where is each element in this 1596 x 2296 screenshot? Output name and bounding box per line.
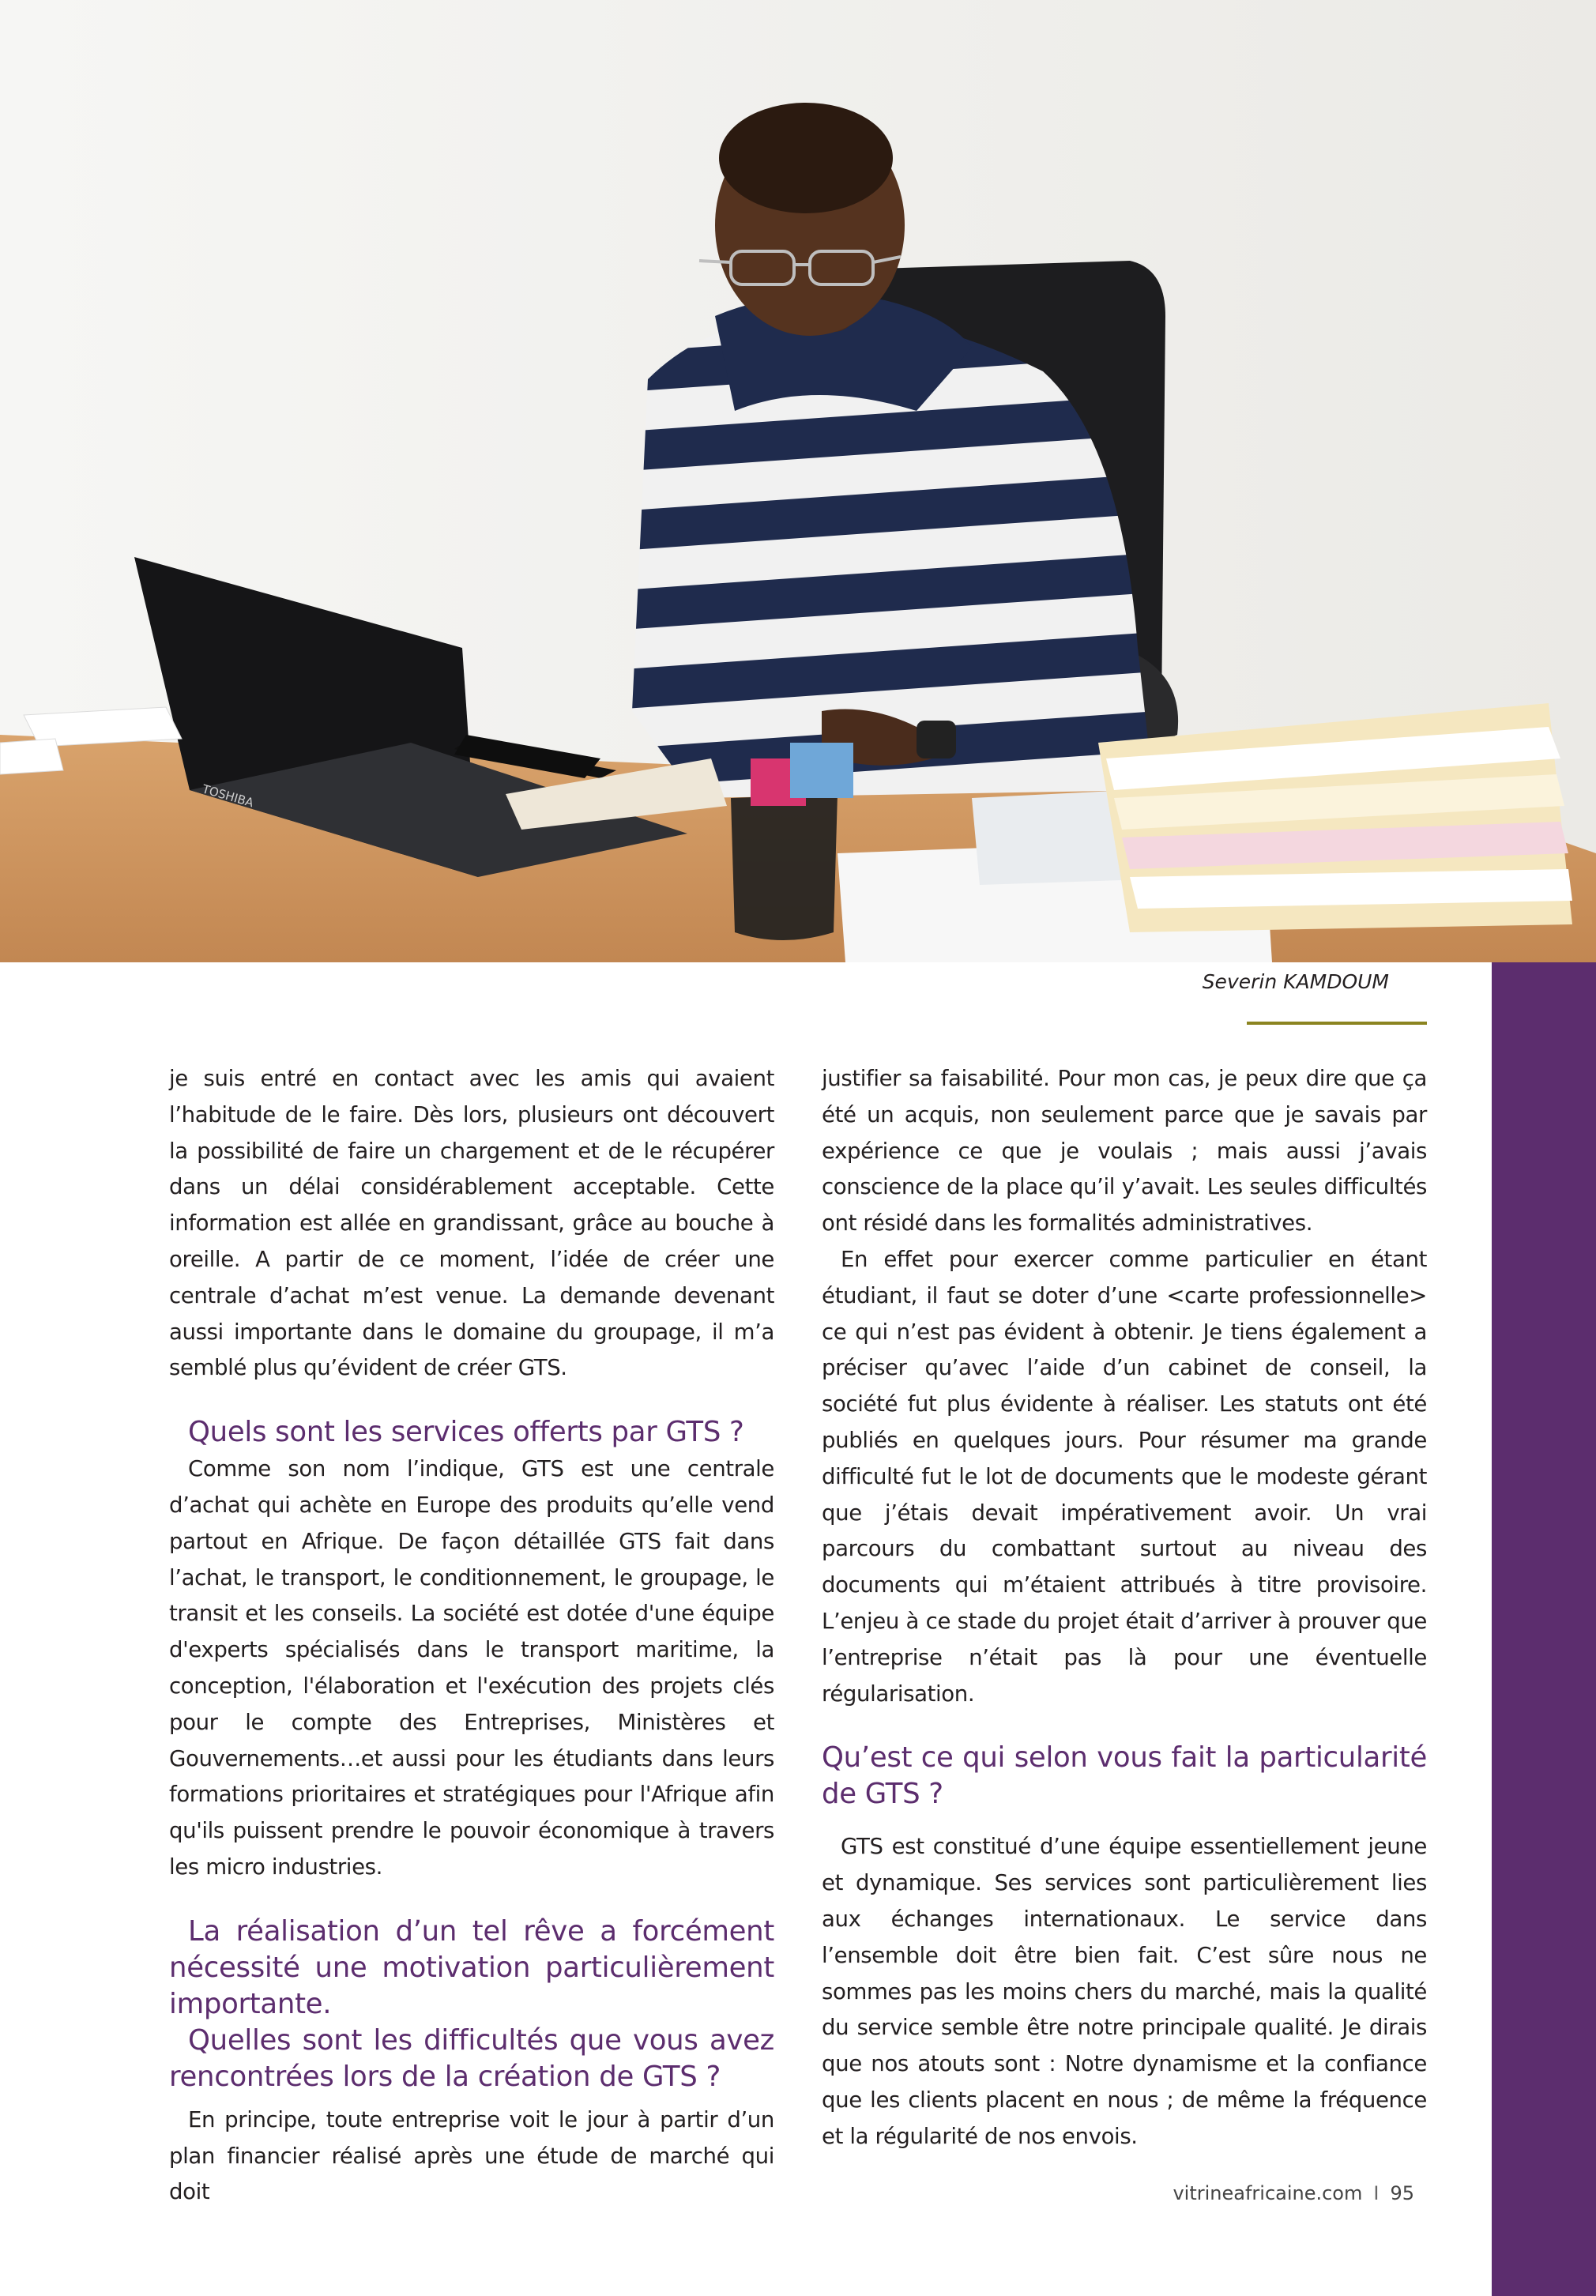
- paragraph: GTS est constitué d’une équipe essentiellement jeune et dynamique. Ses services sont particulièrement lies aux échanges internationaux. Le service dans l’ensemble doit être bien fait. C’est sûre nous ne sommes pas les moins chers du marché, mais la qualité du service semble être notre principale qualité. Je dirais que nos atouts sont : Notre dynamisme et la confiance que les clients placent en nous ; de même la fréquence et la régularité de nos envois.: [822, 1833, 1427, 2149]
- section-heading: Qu’est ce qui selon vous fait la particularité de GTS ?: [822, 1741, 1427, 1811]
- laptop-brand-label: TOSHIBA: [200, 781, 256, 811]
- photo-caption: Severin KAMDOUM: [1202, 970, 1389, 993]
- paragraph: Comme son nom l’indique, GTS est une centrale d’achat qui achète en Europe des produits qu’elle vend partout en Afrique. De façon détaillée GTS fait dans l’achat, le transport, le conditionnement, le groupage, le transit et les conseils. La société est dotée d'une équipe d'experts spécialisés dans le transport maritime, la conception, l'élaboration et l'exécution des projets clés pour le compte des Entreprises, Ministères et Gouvernements…et aussi pour les étudiants dans leurs formations prioritaires et stratégiques pour l'Afrique afin qu'ils puissent prendre le pouvoir économique à travers les micro industries.: [169, 1455, 774, 1880]
- section-heading: Quels sont les services offerts par GTS ?: [188, 1416, 744, 1449]
- article-photo: [0, 0, 1596, 962]
- paragraph: je suis entré en contact avec les amis qui avaient l’habitude de le faire. Dès lors, plusieurs ont découvert la possibilité de faire un chargement et de le récupérer dans un délai considérablement acceptable. Cette information est allée en grandissant, grâce au bouche à oreille. A partir de ce moment, l’idée de créer une centrale d’achat m’est venue. La demande devenant aussi importante dans le domaine du groupage, il m’a semblé plus qu’évident de créer GTS.: [169, 1065, 774, 1381]
- section-heading: La réalisation d’un tel rêve a forcément nécessité une motivation particulièrement importante.: [169, 1914, 774, 2020]
- site-name: vitrineafricaine.com: [1173, 2182, 1363, 2204]
- page-footer: [1173, 2182, 1414, 2204]
- purple-sidebar: [1492, 962, 1596, 2296]
- left-column: [169, 1060, 774, 2210]
- paragraph: En effet pour exercer comme particulier en étant étudiant, il faut se doter d’une <carte professionnelle> ce qui n’est pas évident à obtenir. Je tiens également a préciser qu’avec l’aide d’un cabinet de conseil, la société fut plus évidente à réaliser. Les statuts ont été publiés en quelques jours. Pour résumer ma grande difficulté fut le lot de documents que le modeste gérant que j’étais devait impérativement avoir. Un vrai parcours du combattant surtout au niveau des documents qui m’étaient attribués à titre provisoire. L’enjeu à ce stade du projet était d’arriver à prouver que l’entreprise n’était pas là pour une éventuelle régularisation.: [822, 1245, 1427, 1707]
- paragraph: justifier sa faisabilité. Pour mon cas, je peux dire que ça été un acquis, non seulement parce que je savais par expérience ce que je voulais ; mais aussi j’avais conscience de la place qu’il y’avait. Les seules difficultés ont résidé dans les formalités administratives.: [822, 1065, 1427, 1236]
- footer-separator: I: [1373, 2182, 1380, 2204]
- page-number: 95: [1390, 2182, 1414, 2204]
- right-column: [822, 1060, 1427, 2155]
- section-heading: Quelles sont les difficultés que vous avez rencontrées lors de la création de GTS ?: [169, 2023, 774, 2093]
- caption-divider: [1247, 1022, 1427, 1025]
- paragraph: En principe, toute entreprise voit le jour à partir d’un plan financier réalisé après une étude de marché qui doit: [169, 2106, 774, 2205]
